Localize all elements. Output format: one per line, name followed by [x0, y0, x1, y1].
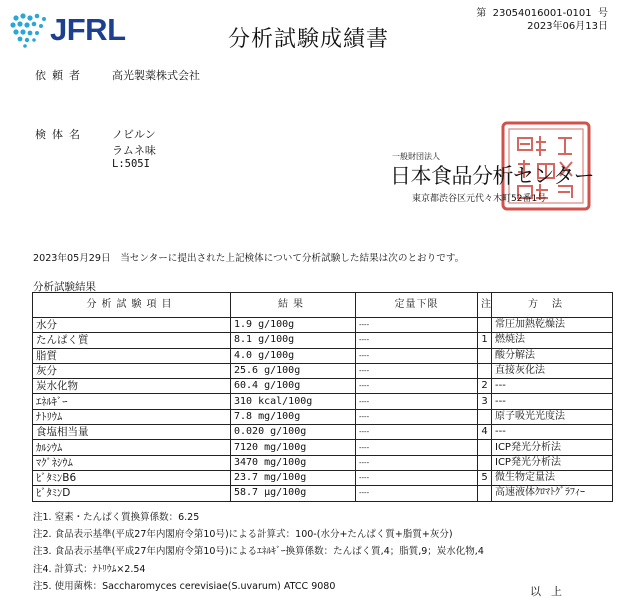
sample-line-1: ノビルン [112, 128, 156, 141]
header-result: 結果 [231, 293, 356, 318]
cell-method: --- [492, 379, 613, 394]
note-5: 注5. 使用菌株：Saccharomyces cerevisiae(S.uvarum) ATCC 9080 [33, 580, 336, 592]
header-method: 方法 [492, 293, 613, 318]
cell-method: --- [492, 394, 613, 409]
cell-note: 3 [478, 394, 492, 409]
table-row [33, 455, 613, 470]
cell-item: たんぱく質 [33, 333, 231, 348]
header-limit: 定量下限 [356, 293, 478, 318]
cell-item: 脂質 [33, 348, 231, 363]
cell-item: ｴﾈﾙｷﾞｰ [33, 394, 231, 409]
cell-limit: ---- [356, 394, 478, 409]
note-3: 注3. 食品表示基準(平成27年内閣府令第10号)によるｴﾈﾙｷﾞｰ換算係数：たんぱく質,4；脂質,9；炭水化物,4 [33, 546, 484, 558]
org-type: 一般財団法人 [392, 152, 440, 161]
note-4: 注4. 計算式：ﾅﾄﾘｳﾑ×2.54 [33, 563, 146, 575]
cell-item: 炭水化物 [33, 379, 231, 394]
table-row [33, 394, 613, 409]
cell-limit: ---- [356, 318, 478, 333]
cell-item: ﾏｸﾞﾈｼｳﾑ [33, 455, 231, 470]
cell-result: 23.7 mg/100g [231, 470, 356, 485]
table-row [33, 318, 613, 333]
cell-result: 310 kcal/100g [231, 394, 356, 409]
header-item: 分析試験項目 [33, 293, 231, 318]
cell-limit: ---- [356, 363, 478, 378]
org-name: 日本食品分析センター [390, 164, 595, 188]
cell-result: 1.9 g/100g [231, 318, 356, 333]
closing-text: 以上 [530, 585, 572, 598]
cell-item: ﾋﾞﾀﾐﾝB6 [33, 470, 231, 485]
header-note: 注 [478, 293, 492, 318]
page-title: 分析試験成績書 [228, 27, 390, 52]
cell-item: ﾅﾄﾘｳﾑ [33, 409, 231, 424]
cert-prefix: 第 [476, 8, 487, 19]
client-name: 高光製薬株式会社 [112, 69, 200, 82]
cell-result: 58.7 μg/100g [231, 486, 356, 501]
cell-method: 高速液体ｸﾛﾏﾄｸﾞﾗﾌｨｰ [492, 486, 613, 501]
notes [33, 509, 484, 595]
note-1: 注1. 窒素・たんぱく質換算係数：6.25 [33, 512, 200, 523]
table-row [33, 333, 613, 348]
cell-item: 食塩相当量 [33, 425, 231, 440]
sample-line-3: L:505I [112, 158, 150, 170]
cell-item: 灰分 [33, 363, 231, 378]
cert-number: 23054016001-0101 [492, 8, 592, 19]
cert-suffix: 号 [598, 8, 608, 19]
cell-result: 0.020 g/100g [231, 425, 356, 440]
cell-limit: ---- [356, 348, 478, 363]
table-row [33, 409, 613, 424]
cell-limit: ---- [356, 470, 478, 485]
cell-result: 60.4 g/100g [231, 379, 356, 394]
cell-result: 4.0 g/100g [231, 348, 356, 363]
cell-method: 燃焼法 [492, 333, 613, 348]
cell-note: 1 [478, 333, 492, 348]
cell-note [478, 348, 492, 363]
results-section-title: 分析試験結果 [33, 281, 96, 293]
table-row [33, 486, 613, 501]
cell-item: ｶﾙｼｳﾑ [33, 440, 231, 455]
cell-method: ICP発光分析法 [492, 455, 613, 470]
org-address: 東京都渋谷区元代々木町52番1号 [412, 194, 547, 204]
table-header-row [33, 293, 613, 318]
cell-method: 酸分解法 [492, 348, 613, 363]
cell-result: 3470 mg/100g [231, 455, 356, 470]
logo-text: JFRL [50, 12, 126, 47]
cell-method: ICP発光分析法 [492, 440, 613, 455]
cell-item: 水分 [33, 318, 231, 333]
results-table [32, 292, 613, 502]
cell-note: 5 [478, 470, 492, 485]
cell-limit: ---- [356, 440, 478, 455]
cell-note [478, 440, 492, 455]
cell-note [478, 409, 492, 424]
cell-method: 微生物定量法 [492, 470, 613, 485]
note-2: 注2. 食品表示基準(平成27年内閣府令第10号)による計算式：100-(水分+たんぱく質+脂質+灰分) [33, 529, 453, 541]
cell-note: 4 [478, 425, 492, 440]
cell-result: 25.6 g/100g [231, 363, 356, 378]
cell-method: --- [492, 425, 613, 440]
table-row [33, 348, 613, 363]
cell-note [478, 486, 492, 501]
cell-result: 7.8 mg/100g [231, 409, 356, 424]
table-row [33, 425, 613, 440]
table-row [33, 470, 613, 485]
cell-note: 2 [478, 379, 492, 394]
issue-date: 2023年06月13日 [527, 21, 608, 32]
client-label: 依頼者 [35, 69, 86, 82]
cell-method: 常圧加熱乾燥法 [492, 318, 613, 333]
cell-method: 原子吸光光度法 [492, 409, 613, 424]
cell-limit: ---- [356, 486, 478, 501]
cell-limit: ---- [356, 455, 478, 470]
cell-limit: ---- [356, 425, 478, 440]
table-row [33, 379, 613, 394]
sample-label: 検体名 [35, 128, 86, 141]
sample-line-2: ラムネ味 [112, 144, 156, 157]
cell-result: 8.1 g/100g [231, 333, 356, 348]
cell-note [478, 318, 492, 333]
table-row [33, 440, 613, 455]
certificate-info [476, 7, 608, 33]
cell-method: 直接灰化法 [492, 363, 613, 378]
cell-result: 7120 mg/100g [231, 440, 356, 455]
cell-limit: ---- [356, 409, 478, 424]
cell-note [478, 455, 492, 470]
intro-text: 2023年05月29日 当センターに提出された上記検体について分析試験した結果は次のとおりです。 [33, 253, 465, 264]
cell-item: ﾋﾞﾀﾐﾝD [33, 486, 231, 501]
cell-note [478, 363, 492, 378]
table-row [33, 363, 613, 378]
cell-limit: ---- [356, 333, 478, 348]
cell-limit: ---- [356, 379, 478, 394]
